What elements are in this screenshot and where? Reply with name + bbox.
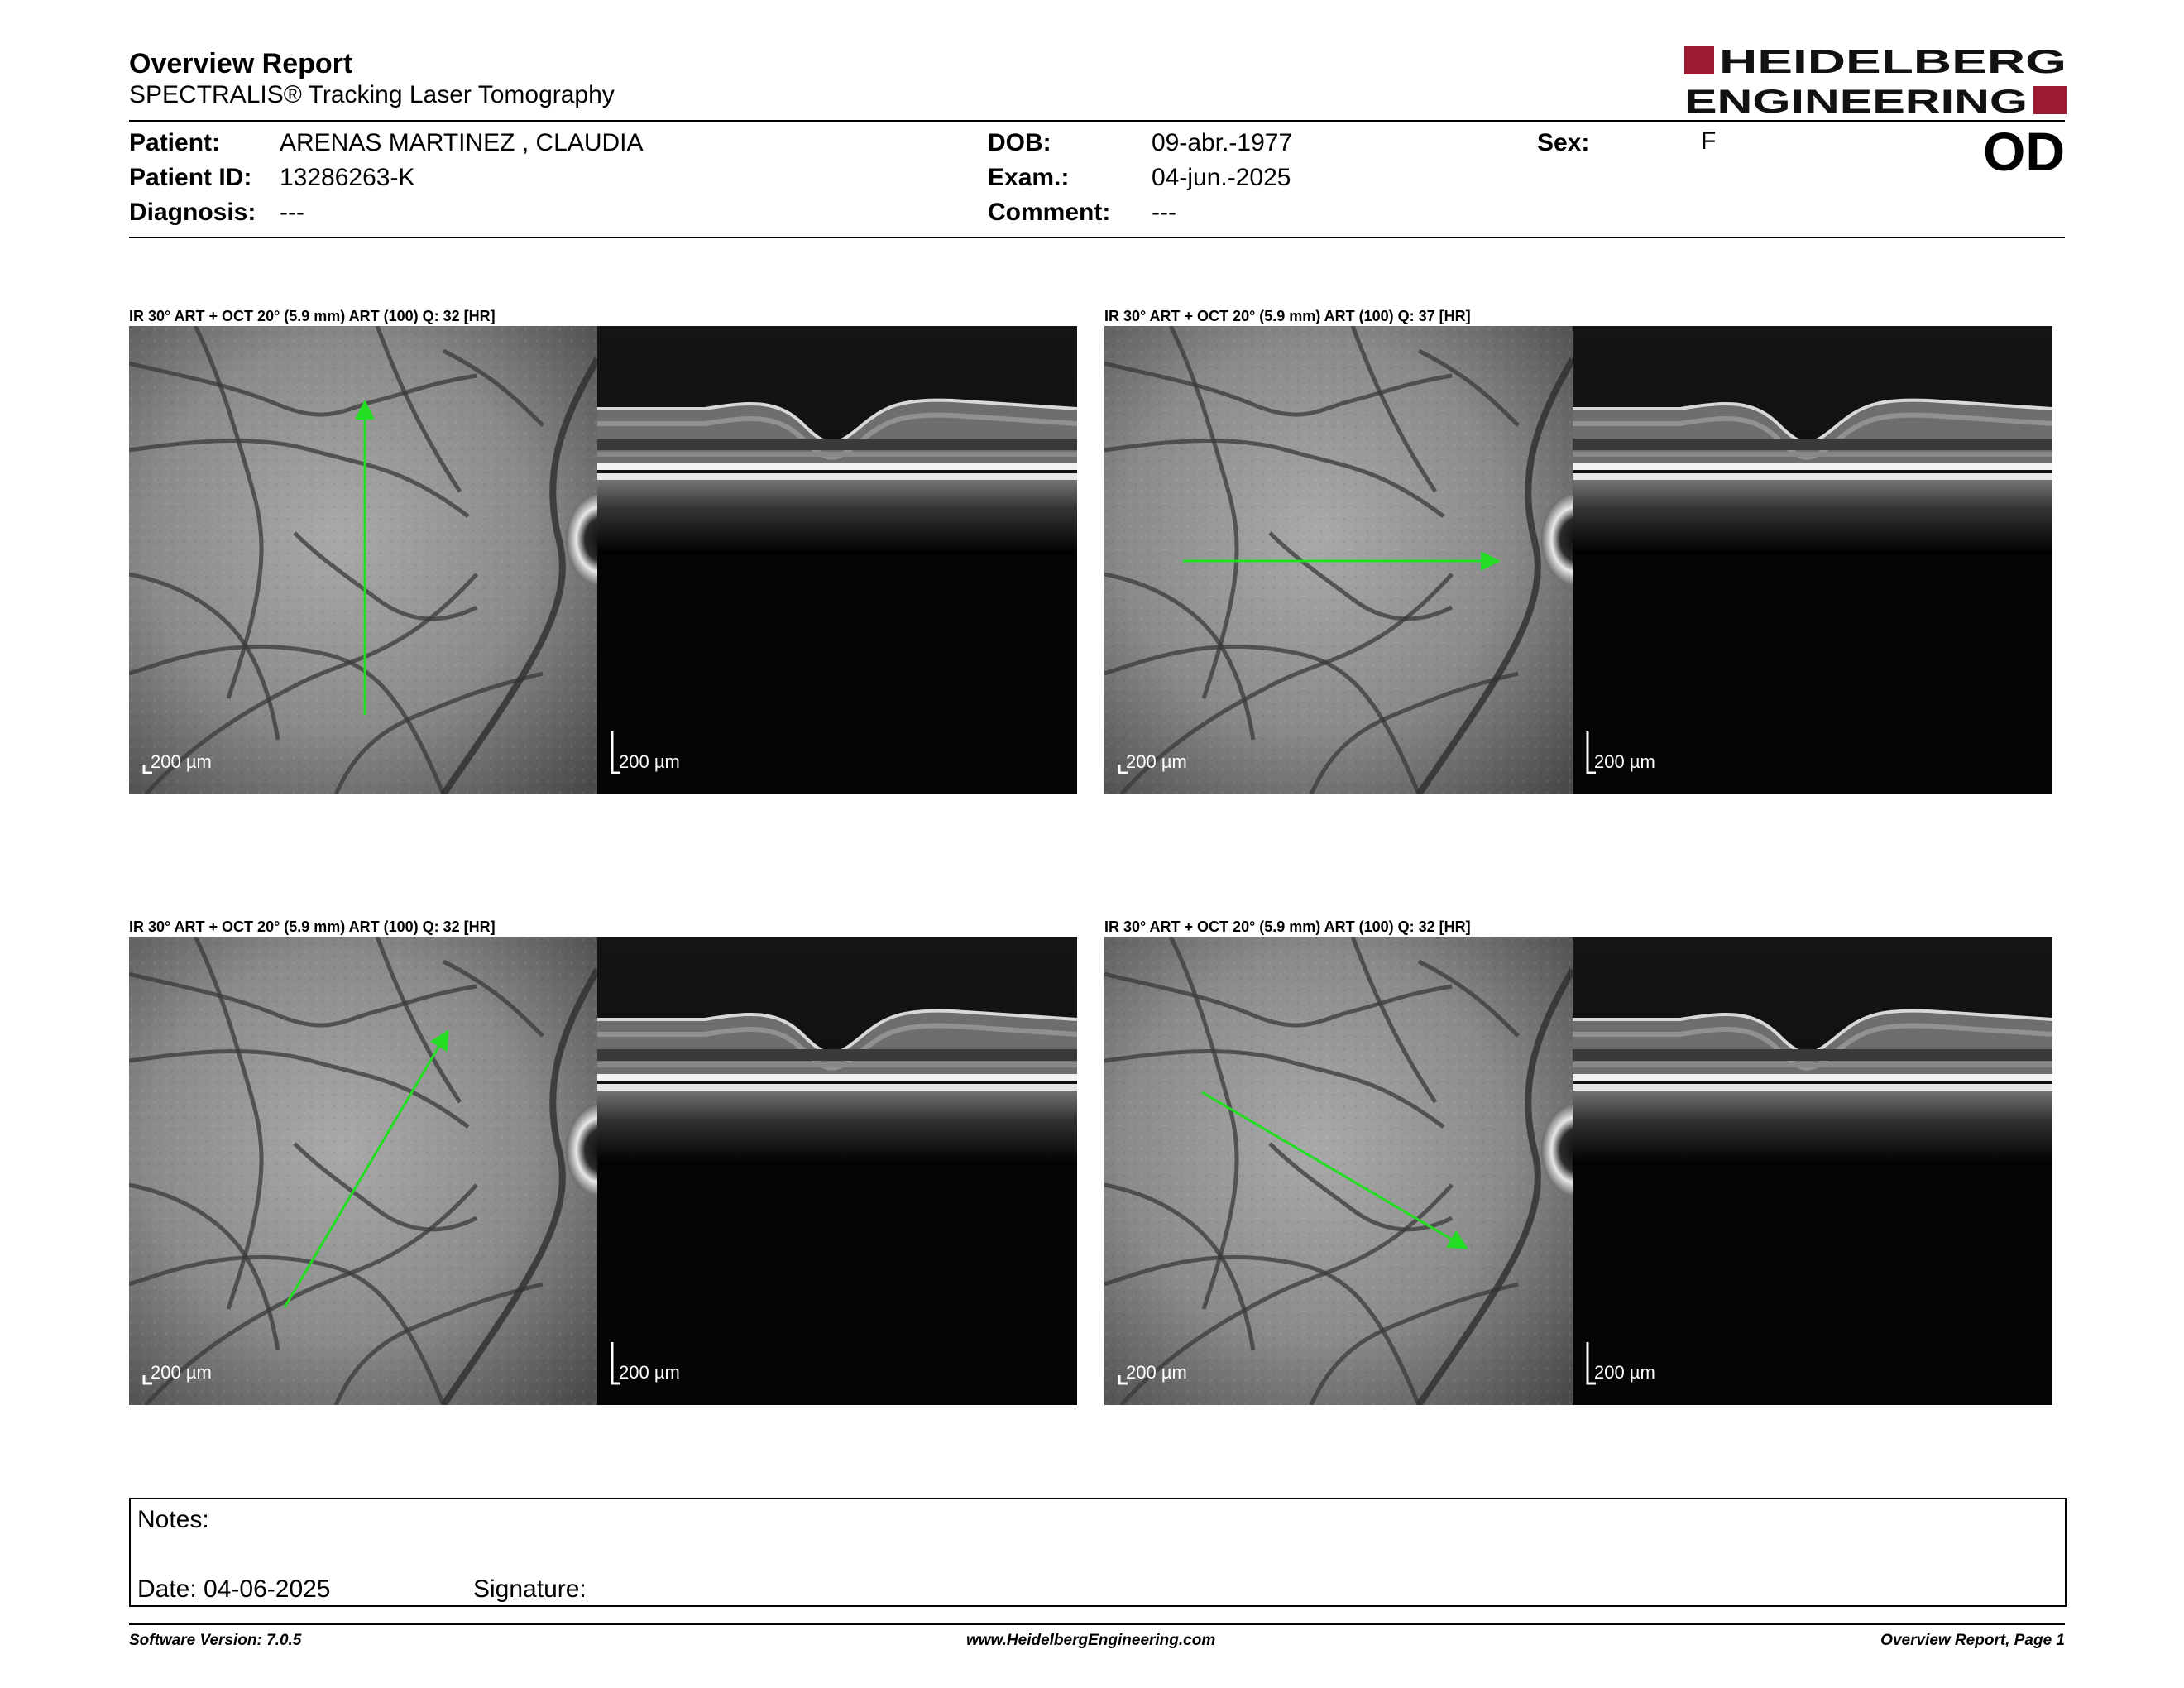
- notes-date: Date: 04-06-2025: [137, 1575, 331, 1603]
- dob-value: 09-abr.-1977: [1152, 129, 1293, 156]
- scale-label-ir: 200 µm: [151, 751, 212, 772]
- header-divider: [129, 120, 2065, 122]
- scan-panel-4[interactable]: [1104, 937, 2052, 1405]
- logo-square-top: [1684, 46, 1714, 74]
- scale-label-oct: 200 µm: [619, 1362, 680, 1383]
- logo-word-heidelberg: HEIDELBERG: [1719, 45, 2067, 80]
- panel-caption-1: IR 30° ART + OCT 20° (5.9 mm) ART (100) Q: 32 [HR]: [129, 308, 496, 324]
- sex-value: F: [1701, 127, 1717, 155]
- scan-panel-1[interactable]: [129, 326, 1077, 794]
- patient-label: Patient:: [129, 129, 221, 156]
- panel-caption-2: IR 30° ART + OCT 20° (5.9 mm) ART (100) Q: 37 [HR]: [1104, 308, 1471, 324]
- scale-label-ir: 200 µm: [1126, 751, 1187, 772]
- diagnosis-label: Diagnosis:: [129, 199, 256, 226]
- notes-box[interactable]: [129, 1498, 2067, 1607]
- notes-label: Notes:: [137, 1506, 209, 1533]
- website-link[interactable]: www.HeidelbergEngineering.com: [966, 1632, 1216, 1649]
- scale-label-oct: 200 µm: [1594, 1362, 1655, 1383]
- software-version: Software Version: 7.0.5: [129, 1632, 302, 1649]
- footer-divider: [129, 1623, 2065, 1625]
- scale-label-oct: 200 µm: [1594, 751, 1655, 772]
- scale-label-ir: 200 µm: [151, 1362, 212, 1383]
- scan-panel-2[interactable]: [1104, 326, 2052, 794]
- dob-label: DOB:: [988, 129, 1051, 156]
- signature-label: Signature:: [473, 1575, 587, 1603]
- report-title: Overview Report: [129, 48, 353, 79]
- scale-label-oct: 200 µm: [619, 751, 680, 772]
- report-subtitle: SPECTRALIS® Tracking Laser Tomography: [129, 81, 615, 108]
- patient-name: ARENAS MARTINEZ , CLAUDIA: [280, 129, 644, 156]
- panel-caption-3: IR 30° ART + OCT 20° (5.9 mm) ART (100) Q: 32 [HR]: [129, 918, 496, 935]
- logo-word-engineering: ENGINEERING: [1684, 84, 2028, 116]
- heidelberg-logo: [1684, 45, 2067, 116]
- ir-fundus-image: [1104, 937, 1611, 1405]
- ir-fundus-image: [129, 326, 635, 794]
- patient-id: 13286263-K: [280, 164, 415, 191]
- scan-panel-3[interactable]: [129, 937, 1077, 1405]
- scale-label-ir: 200 µm: [1126, 1362, 1187, 1383]
- sex-label: Sex:: [1537, 129, 1590, 156]
- comment-label: Comment:: [988, 199, 1111, 226]
- diagnosis-value: ---: [280, 199, 304, 226]
- patient-id-label: Patient ID:: [129, 164, 252, 191]
- panel-caption-4: IR 30° ART + OCT 20° (5.9 mm) ART (100) Q: 32 [HR]: [1104, 918, 1471, 935]
- exam-value: 04-jun.-2025: [1152, 164, 1291, 191]
- oct-bscan-image: [597, 326, 1077, 794]
- oct-bscan-image: [1573, 326, 2052, 794]
- page-indicator: Overview Report, Page 1: [1880, 1632, 2065, 1649]
- comment-value: ---: [1152, 199, 1176, 226]
- exam-label: Exam.:: [988, 164, 1070, 191]
- logo-square-bottom: [2033, 86, 2067, 114]
- oct-bscan-image: [597, 937, 1077, 1405]
- eye-indicator: OD: [1983, 121, 2065, 182]
- ir-fundus-image: [129, 937, 635, 1405]
- oct-bscan-image: [1573, 937, 2052, 1405]
- patient-divider: [129, 237, 2065, 238]
